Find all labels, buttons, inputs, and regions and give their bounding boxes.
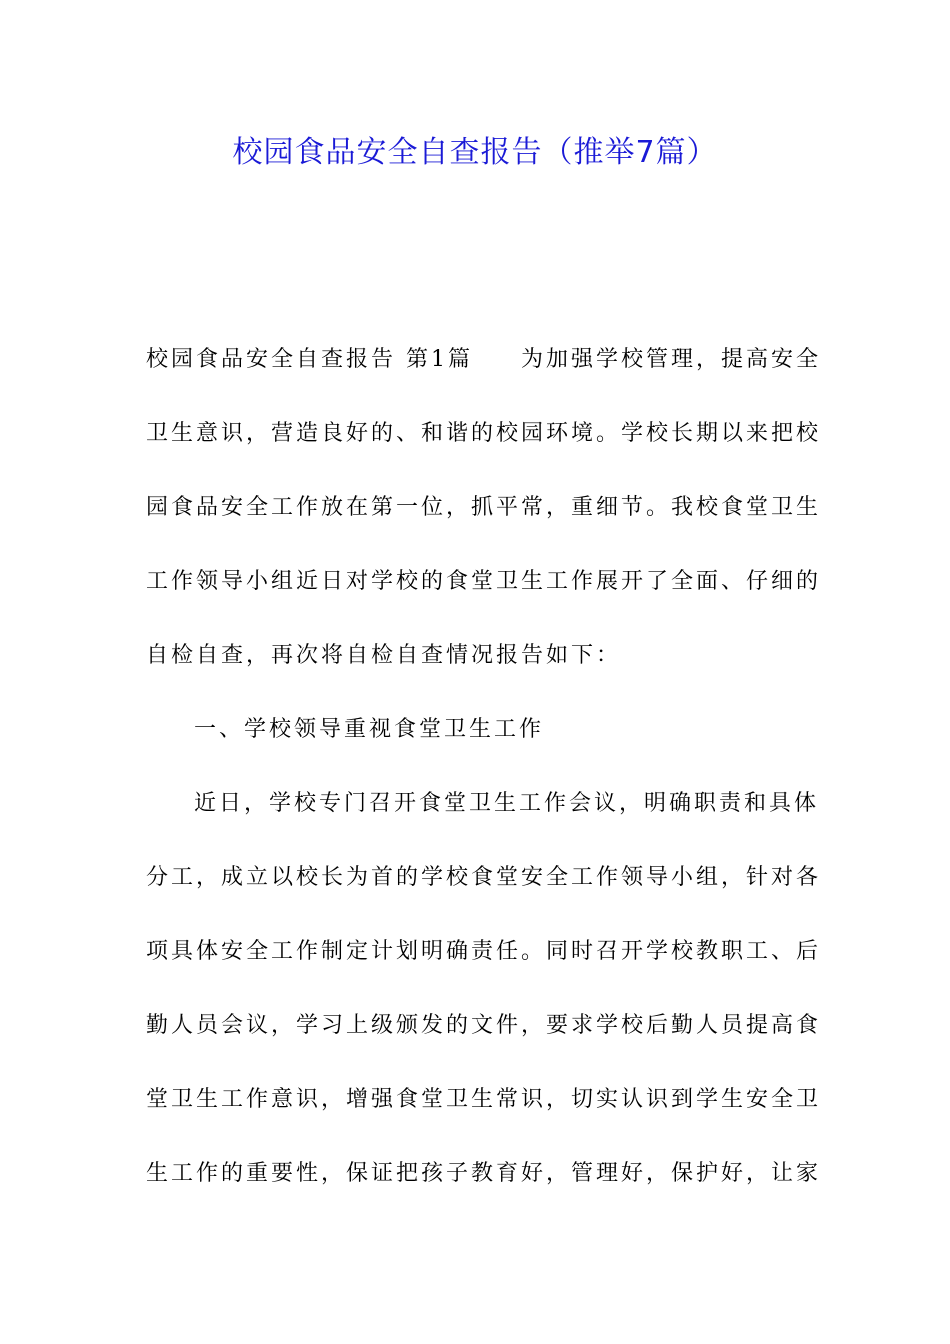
body-line: 分工，成立以校长为首的学校食堂安全工作领导小组，针对各 — [146, 865, 822, 890]
document-body — [146, 335, 822, 1223]
body-line — [146, 335, 822, 409]
body-line: 项具体安全工作制定计划明确责任。同时召开学校教职工、后 — [146, 939, 822, 964]
article-heading: 校园食品安全自查报告 第1篇 — [146, 347, 473, 372]
body-line: 勤人员会议，学习上级颁发的文件，要求学校后勤人员提高食 — [146, 1013, 822, 1038]
body-line: 堂卫生工作意识，增强食堂卫生常识，切实认识到学生安全卫 — [146, 1087, 822, 1112]
body-line: 自检自查，再次将自检自查情况报告如下： — [146, 643, 622, 668]
body-line: 生工作的重要性，保证把孩子教育好，管理好，保护好，让家 — [146, 1161, 822, 1186]
document-title: 校园食品安全自查报告（推举7篇） — [232, 135, 718, 170]
body-text: 为加强学校管理，提高安全 — [521, 347, 822, 372]
body-line: 卫生意识，营造良好的、和谐的校园环境。学校长期以来把校 — [146, 421, 822, 446]
body-line: 园食品安全工作放在第一位，抓平常，重细节。我校食堂卫生 — [146, 495, 822, 520]
body-line: 工作领导小组近日对学校的食堂卫生工作展开了全面、仔细的 — [146, 569, 822, 594]
section-heading: 一、学校领导重视食堂卫生工作 — [194, 717, 545, 742]
body-line: 近日，学校专门召开食堂卫生工作会议，明确职责和具体 — [194, 791, 820, 816]
